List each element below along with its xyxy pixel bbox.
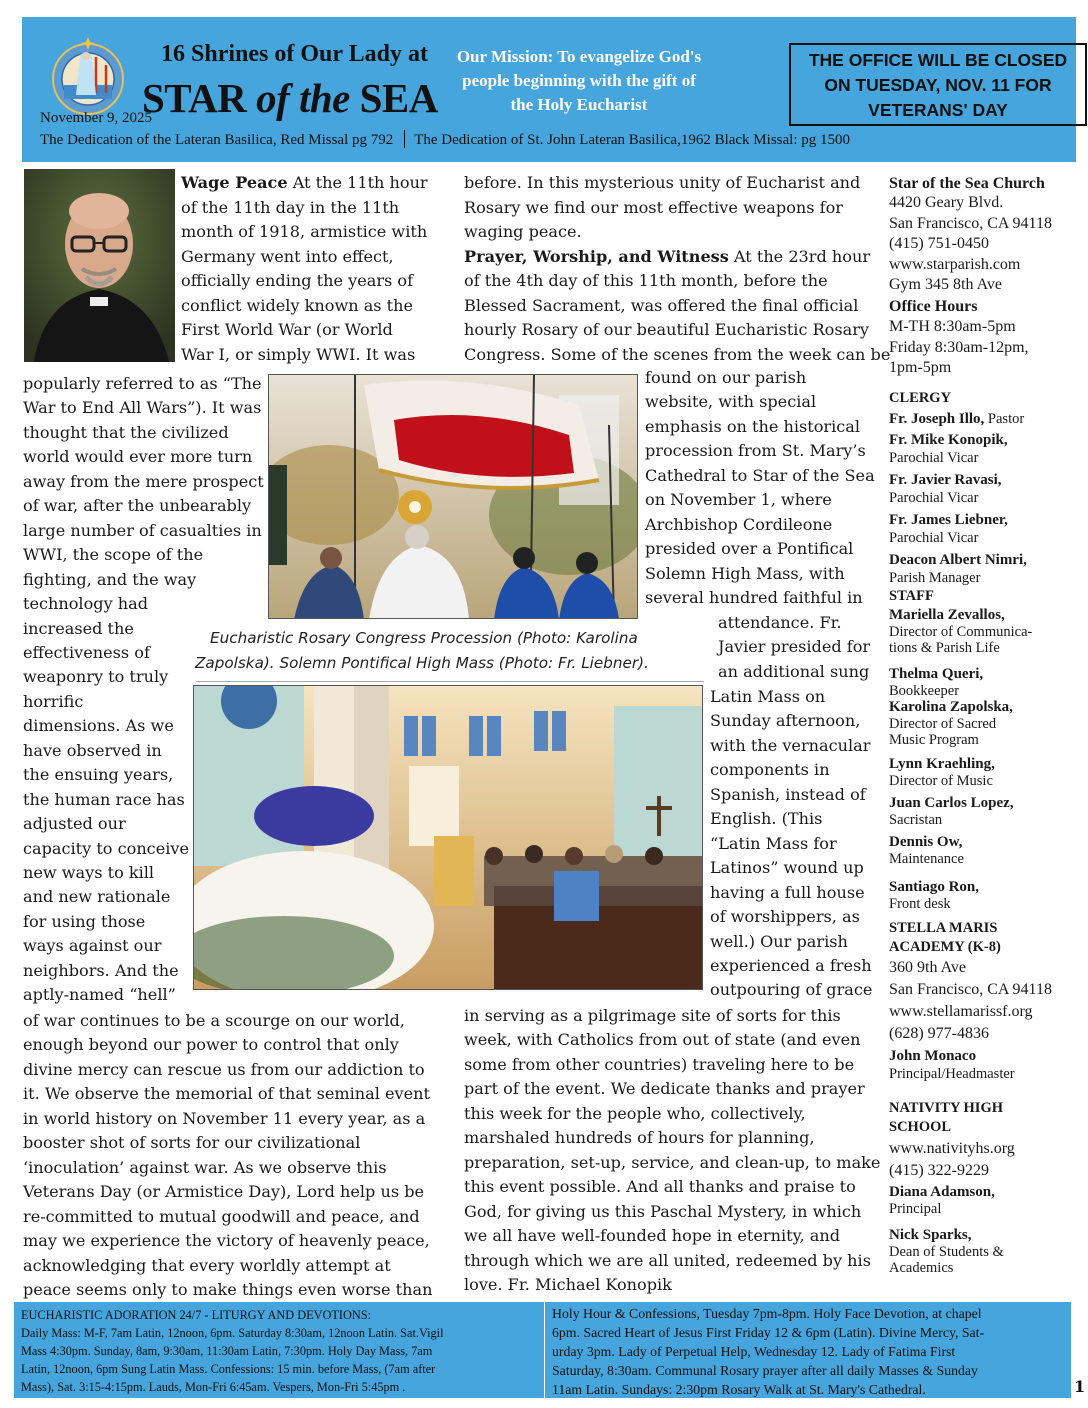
clergy-role: Parochial Vicar [889,450,979,466]
article-line: hourly Rosary of our beautiful Eucharistic Rosary [464,320,870,339]
text-line: and new rationale [23,887,171,907]
text-line: Sunday afternoon, [710,711,861,731]
clergy-name: Fr. Mike Konopik, [889,432,1008,448]
title-of-the: of the [256,75,350,121]
masthead-title [142,74,438,122]
text-line: new ways to kill [23,863,155,882]
text-line: well.) Our parish [710,931,848,951]
text-line: weaponry to truly [23,667,169,687]
person-name: Mariella Zevallos, [889,607,1005,623]
text-line: www.starparish.com [889,255,1021,273]
text-line: attendance. Fr. [718,613,842,632]
person-name: Dennis Ow, [889,834,963,850]
text-line: War to End All Wars”). It was [23,398,262,418]
text-line: WWI, the scope of the [23,545,204,565]
text-line: “Latin Mass for [710,833,837,853]
text-span: At the 23rd hour [728,247,871,266]
photo-caption-line: Eucharistic Rosary Congress Procession (Photo: Karolina [210,629,638,647]
devotion-line: urday 3pm. Lady of Perpetual Help, Wednesday 12. Lady of Fatima First [552,1344,956,1359]
person-role: Sacristan [889,812,943,828]
text-line: in serving as a pilgrimage site of sorts for this [464,1006,841,1025]
text-line: Javier presided for [718,637,871,657]
text-line: for using those [23,911,146,931]
text-line: through which we are all united, redeemed by his [464,1250,871,1270]
text-line: an additional sung [718,661,870,681]
text-line: ‘inoculation’ against war. As we observe this [23,1157,387,1177]
text-line: Latinos” wound up [710,858,864,878]
text-line: Archbishop Cordileone [645,514,833,534]
bulletin-date: November 9, 2025 [40,110,153,126]
mission-line: the Holy Eucharist [510,95,648,114]
text-line: Spanish, instead of [710,784,866,804]
solemn-mass-photo [193,685,703,990]
person-name: Lynn Kraehling, [889,756,995,772]
text-line: the human race has [23,789,185,809]
text-line: the ensuing years, [23,765,174,785]
text-line: it. We observe the memorial of that seminal event [23,1084,430,1104]
clergy-role: Parochial Vicar [889,490,979,506]
text-line: website, with special [645,392,817,412]
article-line: War I, or simply WWI. It was [181,345,416,364]
person-role: Academics [889,1260,954,1276]
schedule-line: Mass 4:30pm. Sunday, 8am, 9:30am, 11:30am Latin, 7:30pm. Holy Day Mass, 7am [21,1344,433,1358]
text-line: this event possible. And all thanks and praise to [464,1177,856,1197]
text-line: (415) 751-0450 [889,235,989,253]
article-line: of the 4th day of this 11th month, before the [464,271,828,290]
heading-wage-peace: Wage Peace [181,173,288,192]
person-role: Music Program [889,732,979,748]
procession-image [269,375,638,619]
person-role: Dean of Students & [889,1244,1004,1260]
clergy-name: Deacon Albert Nimri, [889,552,1027,568]
person-role: tions & Parish Life [889,640,1000,656]
clergy-pastor [889,410,1024,428]
procession-photo [268,374,638,619]
clergy-role: Pastor [984,411,1025,427]
text-line: Cathedral to Star of the Sea [645,465,875,485]
text-line: San Francisco, CA 94118 [889,214,1052,232]
text-line: large number of casualties in [23,520,262,540]
masthead-subtitle: 16 Shrines of Our Lady at [161,41,428,67]
church-name: Star of the Sea Church [889,175,1045,192]
person-role: Director of Communica- [889,624,1033,640]
text-line: components in [710,760,830,780]
person-name: Nick Sparks, [889,1227,972,1243]
article-line: waging peace. [464,222,582,241]
text-line: 360 9th Ave [889,959,967,976]
text-span: At the 11th hour [287,173,428,192]
mission-line: Our Mission: To evangelize God's [456,47,702,66]
person-role: Director of Sacred [889,716,997,732]
mass-image [194,686,703,990]
text-line: we all have well-founded hope in eternity, and [464,1226,841,1246]
text-line: found on our parish [645,368,807,387]
photo-caption-line: Zapolska). Solemn Pontifical High Mass (Photo: Fr. Liebner). [195,654,649,672]
text-line: www.nativityhs.org [889,1140,1015,1157]
text-line: marshaled hundreds of hours for planning, [464,1128,815,1148]
divider [404,130,405,148]
text-line: away from the mere prospect [23,471,264,491]
text-line: love. Fr. Michael Konopik [464,1274,672,1294]
mission-line: people beginning with the gift of [462,71,696,90]
schedule-line: EUCHARISTIC ADORATION 24/7 - LITURGY AND DEVOTIONS: [21,1308,371,1322]
clergy-heading: CLERGY [889,390,952,406]
text-line: part of the event. We dedicate thanks and prayer [464,1079,865,1099]
text-line: some from other countries) traveling here to be [464,1054,855,1074]
text-line: booster shot of sorts for our civilizational [23,1133,361,1153]
text-line: re-committed to mutual goodwill and peace, and [23,1206,420,1226]
title-star: STAR [142,75,247,121]
devotion-line: 6pm. Sacred Heart of Jesus First Friday 12 & 6pm (Latin). Divine Mercy, Sat- [552,1325,985,1340]
schedule-line: Mass), Sat. 3:15-4:15pm. Lauds, Mon-Fri 6:45am. Vespers, Mon-Fri 5:45pm . [21,1380,406,1394]
person-role: Principal [889,1201,942,1217]
article-line: of the 11th day in the 11th [181,198,400,217]
person-role: Maintenance [889,851,964,867]
text-line: effectiveness of [23,642,150,662]
pastor-portrait [24,169,175,362]
text-line: with the vernacular [710,735,871,755]
portrait-image [24,169,175,362]
person-role: Director of Music [889,773,993,789]
text-line: divine mercy can rescue us from our addiction to [23,1059,425,1079]
dedication-red-missal: The Dedication of the Lateran Basilica, Red Missal pg 792 [40,132,394,148]
text-line: fighting, and the way [23,569,197,589]
text-line: 4420 Geary Blvd. [889,194,1004,211]
text-line: emphasis on the historical [645,416,860,436]
text-line: aptly-named “hell” [23,985,176,1005]
heading-prayer-worship-witness: Prayer, Worship, and Witness [464,247,729,266]
clergy-role: Parish Manager [889,570,981,586]
article-line: month of 1918, armistice with [181,222,428,241]
text-line: peace seems only to make things even worse than [23,1279,433,1299]
clergy-role: Parochial Vicar [889,530,979,546]
text-line: enough beyond our power to control that only [23,1035,399,1055]
text-line: God, for giving us this Paschal Mystery, in which [464,1201,862,1221]
nativity-heading-line: SCHOOL [889,1119,952,1135]
text-line: have observed in [23,740,162,760]
person-name: Thelma Queri, [889,666,984,682]
office-hours-heading: Office Hours [889,298,978,315]
dedication-line [40,130,850,149]
text-line: popularly referred to as “The [23,374,262,393]
text-line: world would ever more turn [23,447,253,467]
text-line: Latin Mass on [710,687,826,706]
caption-divider [196,681,704,682]
article-line [181,171,428,196]
text-line: presided over a Pontifical [645,539,854,559]
article-line: Congress. Some of the scenes from the week can be [464,345,891,364]
person-name: Santiago Ron, [889,879,980,895]
text-line: outpouring of grace [710,980,873,1000]
clergy-name: Fr. Joseph Illo, [889,411,985,427]
academy-heading-line: STELLA MARIS [889,920,998,936]
devotions-schedule-box [545,1302,1071,1398]
text-line: dimensions. As we [23,716,174,736]
text-line: on November 1, where [645,490,832,510]
person-role: Bookkeeper [889,683,960,699]
page-number: 1 [1074,1377,1086,1396]
text-line: of worshippers, as [710,907,860,927]
text-line: Gym 345 8th Ave [889,276,1003,294]
text-line: (415) 322-9229 [889,1162,989,1179]
text-line: M-TH 8:30am-5pm [889,318,1016,335]
text-line: in world history on November 11 every year, as a [23,1108,426,1128]
text-line: www.stellamarissf.org [889,1003,1033,1020]
text-line: (628) 977-4836 [889,1025,989,1042]
article-line: First World War (or World [181,320,393,339]
person-name: Juan Carlos Lopez, [889,795,1014,811]
text-line: capacity to conceive [23,838,189,858]
article-line: conflict widely known as the [181,296,414,315]
text-line: having a full house [710,882,865,902]
parish-seal-icon [50,35,126,117]
clergy-name: Fr. James Liebner, [889,512,1008,528]
text-line: Friday 8:30am-12pm, [889,338,1029,356]
text-line: preparation, set-up, service, and clean-up, to make [464,1152,881,1172]
text-line: ways against our [23,936,162,956]
schedule-line: Daily Mass: M-F, 7am Latin, 12noon, 6pm. Saturday 8:30am, 12noon Latin. Sat.Vigil [21,1326,444,1340]
text-line: horrific [23,691,84,711]
devotion-line: Holy Hour & Confessions, Tuesday 7pm-8pm. Holy Face Devotion, at chapel [552,1306,982,1321]
text-line: technology had [23,594,149,614]
clergy-name: Fr. Javier Ravasi, [889,472,1002,488]
notice-line: THE OFFICE WILL BE CLOSED [808,50,1068,70]
text-line: increased the [23,618,134,638]
text-line: acknowledging that every worldly attempt at [23,1255,391,1275]
article-line: officially ending the years of [181,271,414,290]
mission-statement [424,45,734,117]
text-line: 1pm-5pm [889,359,952,377]
article-line: Germany went into effect, [181,247,394,266]
text-line: experienced a fresh [710,955,872,975]
title-sea: SEA [359,75,438,121]
text-line: this week for the people who, collectively, [464,1103,806,1123]
text-line: several hundred faithful in [645,588,863,608]
academy-principal-role: Principal/Headmaster [889,1066,1015,1082]
text-line: neighbors. And the [23,960,179,980]
schedule-line: Latin, 12noon, 6pm Sung Latin Mass. Confessions: 15 min. before Mass, (7am after [21,1362,436,1376]
text-line: adjusted our [23,814,126,834]
text-line: Veterans Day (or Armistice Day), Lord help us be [23,1182,425,1202]
text-line: of war, after the unbearably [23,496,252,516]
notice-line: ON TUESDAY, NOV. 11 FOR [824,75,1052,95]
staff-heading: STAFF [889,588,934,604]
article-line: Rosary we find our most effective weapons for [464,198,843,217]
person-name: Karolina Zapolska, [889,699,1013,715]
person-name: Diana Adamson, [889,1184,995,1200]
liturgy-schedule-box [14,1302,544,1398]
text-line: may we experience the victory of heavenly peace, [23,1231,430,1251]
notice-line: VETERANS' DAY [868,100,1008,120]
academy-principal-name: John Monaco [889,1048,977,1064]
text-line: English. (This [710,809,823,829]
text-line: procession from St. Mary’s [645,441,866,461]
text-line: Solemn High Mass, with [645,563,845,583]
office-closed-notice [789,43,1087,126]
text-line: of war continues to be a scourge on our world, [23,1011,405,1030]
article-line: Blessed Sacrament, was offered the final official [464,296,859,315]
nativity-heading-line: NATIVITY HIGH [889,1100,1004,1116]
devotion-line: 11am Latin. Sundays: 2:30pm Rosary Walk at St. Mary's Cathedral. [552,1382,926,1397]
article-line: before. In this mysterious unity of Eucharist and [464,173,861,192]
text-line: thought that the civilized [23,422,229,442]
academy-heading-line: ACADEMY (K-8) [889,939,1001,955]
devotion-line: Saturday, 8:30am. Communal Rosary prayer after all daily Masses & Sunday [552,1363,978,1378]
text-line: week, with Catholics from out of state (and even [464,1030,861,1050]
text-line: San Francisco, CA 94118 [889,981,1052,998]
article-line [464,245,870,270]
dedication-black-missal: The Dedication of St. John Lateran Basilica,1962 Black Missal: pg 1500 [414,132,850,148]
person-role: Front desk [889,896,951,912]
